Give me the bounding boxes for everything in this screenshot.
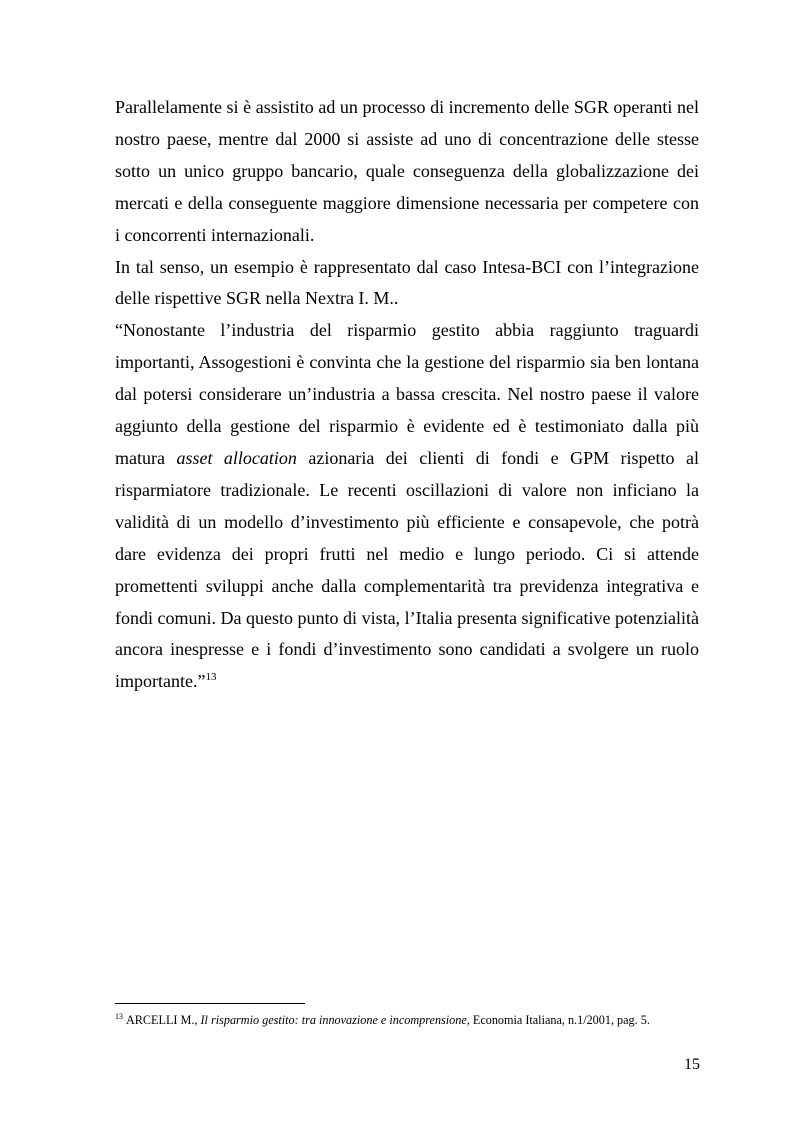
footnote-author: ARCELLI M., [126,1013,201,1027]
footnote-reference[interactable]: 13 [205,671,217,684]
paragraph-sgr-concentration: Parallelamente si è assistito ad un processo di incremento delle SGR operanti nel nostro paese, mentre dal 2000 si assiste ad uno di concentrazione delle stesse sotto un unico gruppo bancario, quale conseguenza della globalizzazione dei mercati e della conseguente maggiore dimensione necessaria per competere con i concorrenti internazionali. [115,97,699,245]
footnote-source: Economia Italiana, n.1/2001, pag. 5. [469,1013,650,1027]
quote-text-end: azionaria dei clienti di fondi e GPM rispetto al risparmiatore tradizionale. Le recenti oscillazioni di valore non inficiano la validità di un modello d’investimento più efficiente e consapevole, che potrà dare evidenza dei propri frutti nel medio e lungo periodo. Ci si attende promettenti sviluppi anche dalla complementarità tra previdenza integrativa e fondi comuni. Da questo punto di vista, l’Italia presenta significative potenzialità ancora inespresse e i fondi d’investimento sono candidati a svolgere un ruolo importante.” [115,447,699,692]
footnote-title: Il risparmio gestito: tra innovazione e incomprensione, [200,1013,470,1027]
footnote-number: 13 [115,1012,123,1021]
paragraph-assogestioni-quote [115,315,699,698]
quote-italic-term: asset allocation [176,447,297,468]
body-text [115,92,699,698]
page-number: 15 [684,1056,700,1073]
paragraph-intesa-bci-example: In tal senso, un esempio è rappresentato dal caso Intesa-BCI con l’integrazione delle rispettive SGR nella Nextra I. M.. [115,256,699,309]
footnote-separator [115,1003,305,1004]
footnote [115,1012,715,1028]
quote-text-start: “Nonostante l’industria del risparmio gestito abbia raggiunto traguardi importanti, Assogestioni è convinta che la gestione del risparmio sia ben lontana dal potersi considerare un’industria a bassa crescita. Nel nostro paese il valore aggiunto della gestione del risparmio è evidente ed è testimoniato dalla più matura [115,320,699,468]
